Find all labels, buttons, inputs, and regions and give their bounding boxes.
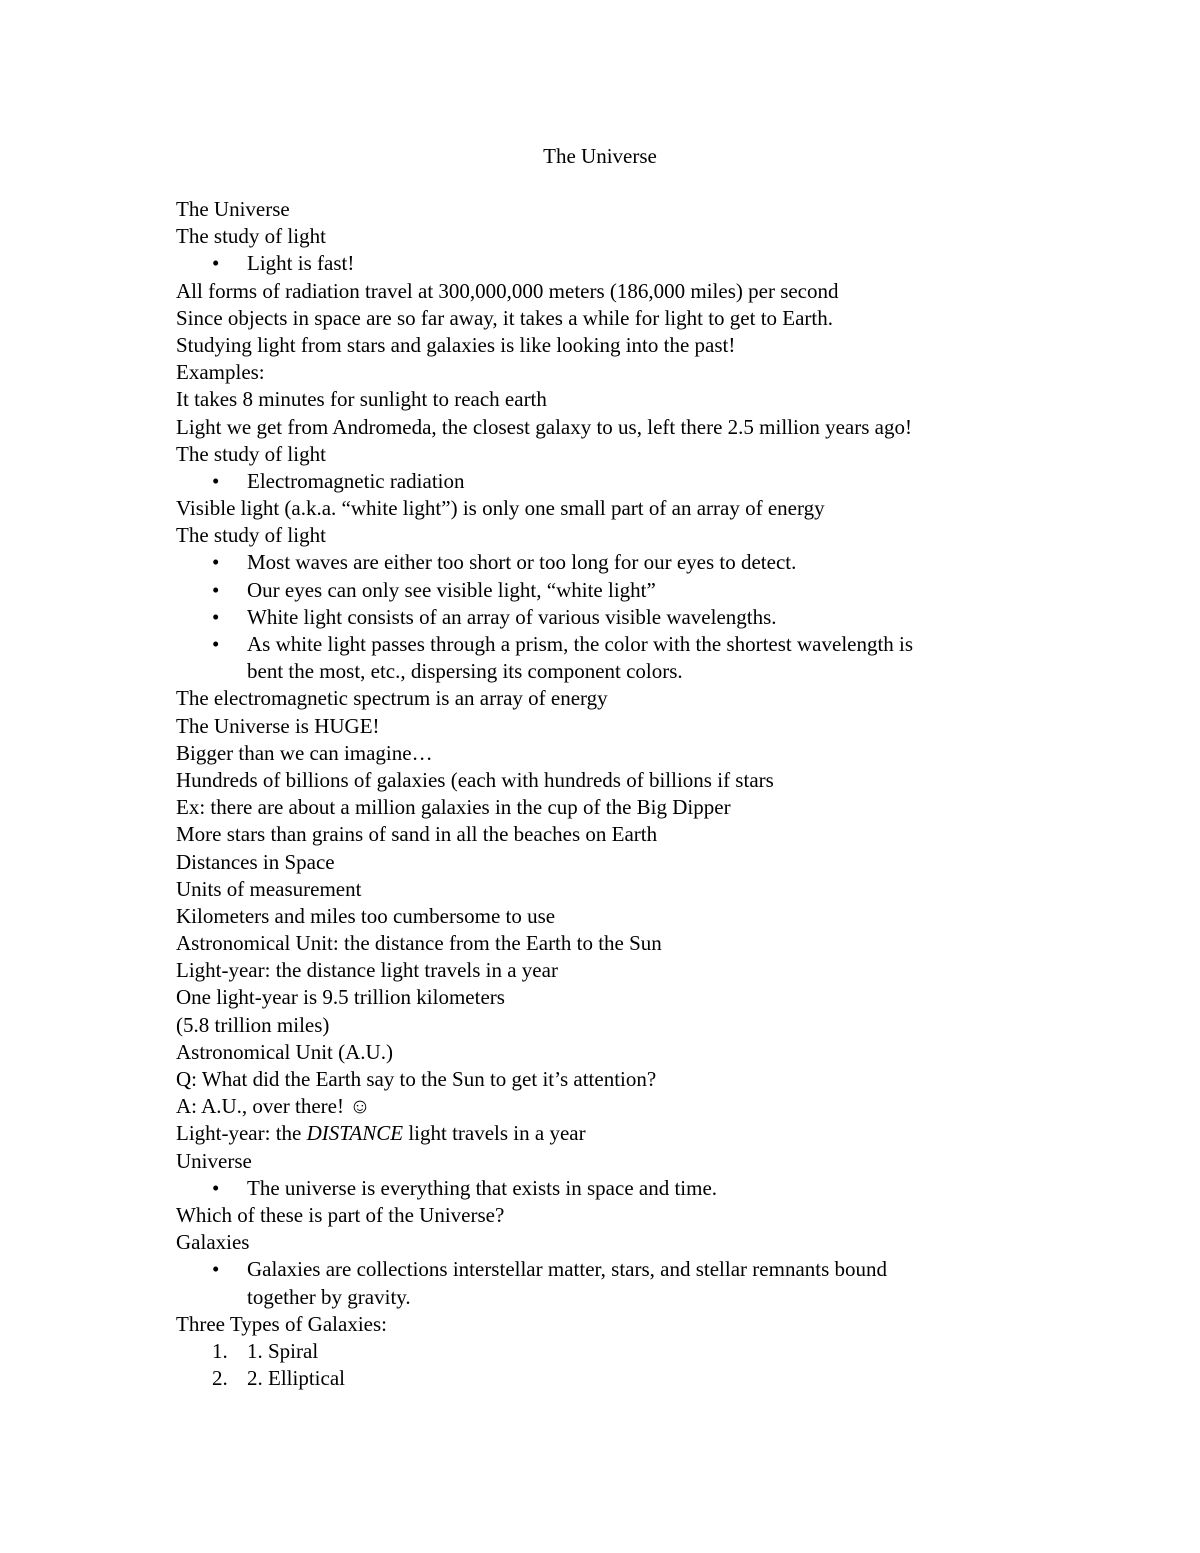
text-line: Light we get from Andromeda, the closest galaxy to us, left there 2.5 million years ago! (176, 414, 912, 439)
bullet-text: Light is fast! (247, 251, 355, 276)
text-line: Examples: (176, 360, 265, 385)
bullet-item (176, 1256, 1076, 1283)
bullet-item (176, 1175, 1076, 1202)
bullet-text: Most waves are either too short or too long for our eyes to detect. (247, 550, 797, 575)
text-line: Three Types of Galaxies: (176, 1311, 387, 1336)
text-line: Which of these is part of the Universe? (176, 1202, 505, 1227)
text-line: Since objects in space are so far away, it takes a while for light to get to Earth. (176, 305, 833, 330)
text-line: Kilometers and miles too cumbersome to use (176, 903, 556, 928)
bullet-text: bent the most, etc., dispersing its component colors. (247, 659, 683, 684)
emphasis-text: DISTANCE (306, 1121, 404, 1146)
text-line: Q: What did the Earth say to the Sun to get it’s attention? (176, 1067, 657, 1091)
list-number: 1. (212, 1338, 228, 1363)
bullet-icon: • (212, 604, 220, 629)
text-line: The Universe (176, 197, 290, 221)
numbered-item (176, 1365, 1076, 1392)
bullet-icon: • (212, 1257, 220, 1282)
text-line: It takes 8 minutes for sunlight to reach earth (176, 387, 547, 412)
page-title: The Universe (543, 144, 657, 168)
bullet-text: Our eyes can only see visible light, “white light” (247, 577, 656, 602)
bullet-icon: • (212, 468, 220, 493)
document-body (176, 196, 1076, 1392)
text-line: More stars than grains of sand in all the beaches on Earth (176, 822, 658, 847)
bullet-icon: • (212, 550, 220, 575)
text-line: The study of light (176, 523, 326, 548)
text-line: Galaxies (176, 1230, 250, 1255)
text-line: Bigger than we can imagine… (176, 740, 433, 765)
bullet-icon: • (212, 632, 220, 656)
text-line: Visible light (a.k.a. “white light”) is only one small part of an array of energy (176, 496, 825, 521)
bullet-item (176, 468, 1076, 495)
text-line: The study of light (176, 441, 326, 466)
text-line: The study of light (176, 224, 326, 249)
bullet-text: Galaxies are collections interstellar matter, stars, and stellar remnants bound (247, 1257, 888, 1282)
bullet-continuation (176, 1284, 1076, 1311)
text-line: The Universe is HUGE! (176, 713, 380, 738)
text-line: Astronomical Unit: the distance from the Earth to the Sun (176, 931, 662, 956)
bullet-item (176, 549, 1076, 576)
text-line: Hundreds of billions of galaxies (each with hundreds of billions if stars (176, 767, 774, 792)
text-line: One light-year is 9.5 trillion kilometers (176, 985, 505, 1010)
text-line: All forms of radiation travel at 300,000,000 meters (186,000 miles) per second (176, 278, 839, 303)
bullet-text: Electromagnetic radiation (247, 468, 465, 493)
list-number: 2. (212, 1366, 228, 1391)
text-line: Studying light from stars and galaxies is like looking into the past! (176, 332, 736, 357)
text-segment: Light-year: the (176, 1121, 307, 1146)
text-line: Astronomical Unit (A.U.) (176, 1039, 393, 1064)
numbered-text: 2. Elliptical (247, 1366, 345, 1391)
bullet-icon: • (212, 251, 220, 276)
text-line: Light-year: the distance light travels in a year (176, 958, 558, 983)
text-line: Units of measurement (176, 876, 362, 901)
bullet-item (176, 604, 1076, 631)
numbered-item (176, 1338, 1076, 1365)
bullet-text: As white light passes through a prism, the color with the shortest wavelength is (247, 632, 914, 656)
bullet-icon: • (212, 1175, 220, 1200)
text-line: Universe (176, 1148, 252, 1173)
text-line: The electromagnetic spectrum is an array of energy (176, 686, 608, 711)
bullet-icon: • (212, 577, 220, 602)
bullet-item (176, 250, 1076, 277)
bullet-text: together by gravity. (247, 1284, 411, 1309)
numbered-text: 1. Spiral (247, 1338, 319, 1363)
text-line: (5.8 trillion miles) (176, 1012, 330, 1037)
text-line: Distances in Space (176, 849, 335, 874)
bullet-continuation (176, 658, 1076, 685)
bullet-item (176, 631, 1076, 658)
text-line: Ex: there are about a million galaxies in the cup of the Big Dipper (176, 795, 731, 820)
bullet-text: The universe is everything that exists in space and time. (247, 1175, 718, 1200)
bullet-item (176, 577, 1076, 604)
text-segment: light travels in a year (403, 1121, 586, 1146)
text-line: A: A.U., over there! ☺ (176, 1094, 371, 1119)
bullet-text: White light consists of an array of various visible wavelengths. (247, 604, 777, 629)
text-line (176, 1120, 1076, 1147)
